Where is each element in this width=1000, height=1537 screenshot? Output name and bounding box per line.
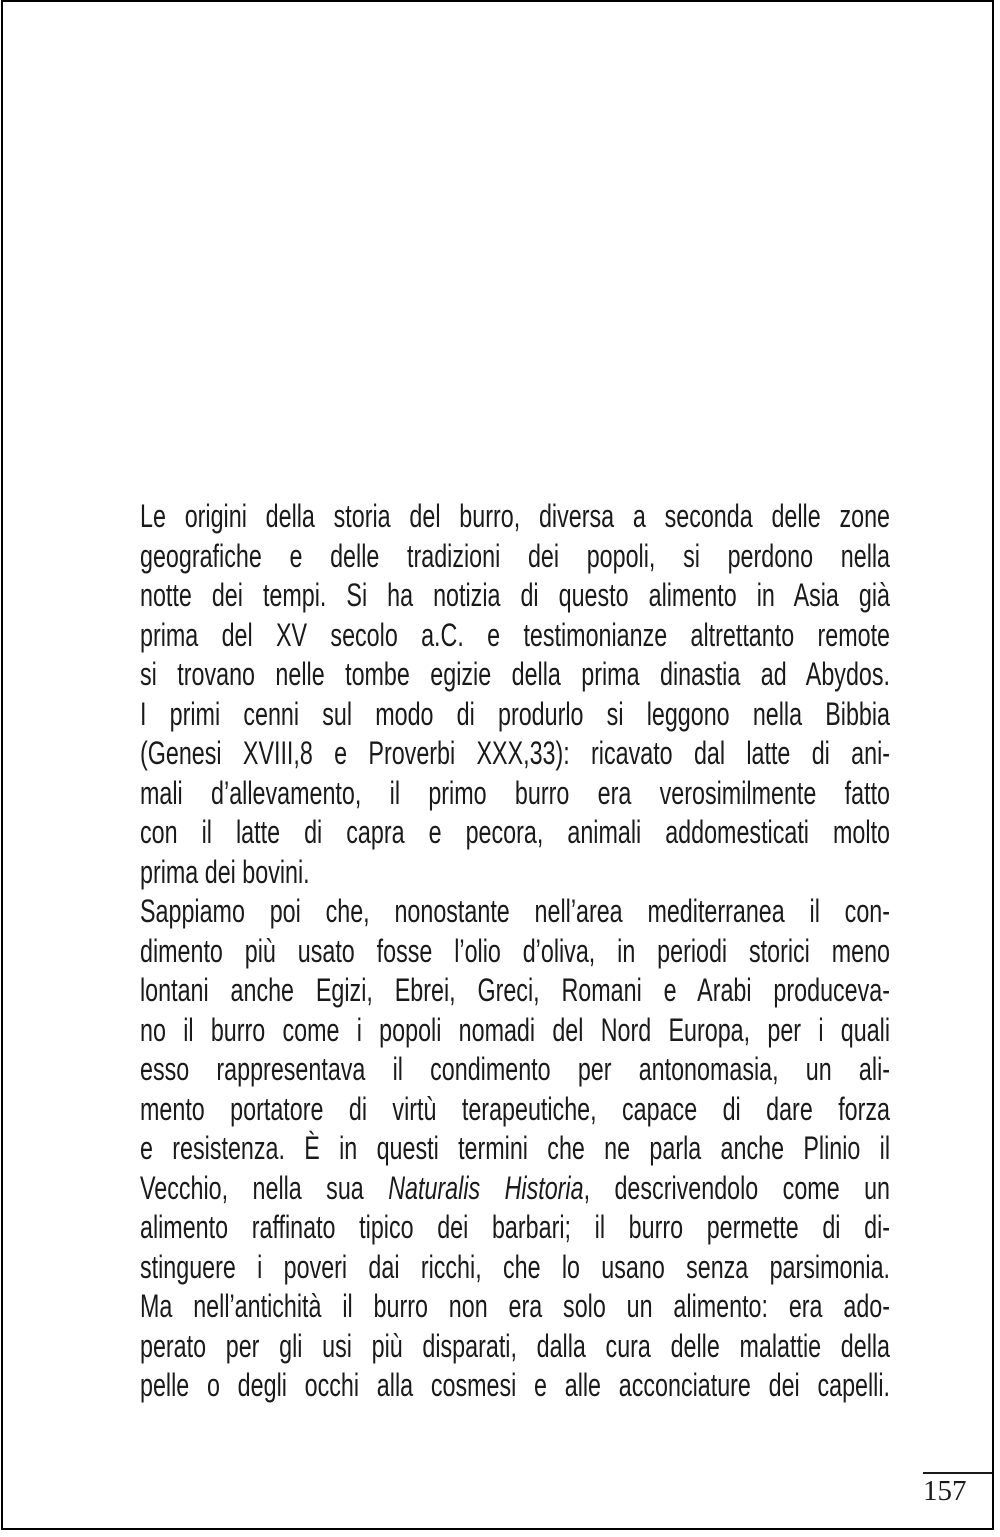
text-line [140,892,890,932]
text-segment: I primi cenni sul modo di produrlo si leggono nella Bibbia [140,695,891,732]
text-segment: Vecchio, nella sua [140,1169,389,1206]
text-segment: , descrivendolo come un [583,1169,891,1206]
text-segment: Sappiamo poi che, nonostante nell’area mediterranea il con- [140,893,891,929]
italic-text: Naturalis Historia [388,1169,584,1206]
text-segment: (Genesi XVIII,8 e Proverbi XXX,33): ricavato dal latte di ani- [140,735,891,771]
text-line [140,1366,890,1406]
text-line [140,576,890,616]
text-segment: prima dei bovini. [140,853,310,890]
text-segment: Ma nell’antichità il burro non era solo un alimento: era ado- [140,1288,891,1324]
text-line [140,537,890,577]
text-line [140,1248,890,1288]
body-text-inner [140,497,890,1406]
text-line [140,774,890,814]
text-segment: dimento più usato fosse l’olio d’oliva, in periodi storici meno [140,932,891,969]
text-line [140,655,890,695]
text-line [140,1327,890,1367]
text-line [140,1287,890,1327]
text-segment: mali d’allevamento, il primo burro era verosimilmente fatto [140,774,891,811]
text-segment: geografiche e delle tradizioni dei popoli, si perdono nella [140,537,891,574]
text-segment: Le origini della storia del burro, diversa a seconda delle zone [140,498,891,534]
body-text [140,497,890,1406]
folio-rule [923,1472,992,1474]
text-line [140,616,890,656]
text-line [140,1208,890,1248]
text-segment: stinguere i poveri dai ricchi, che lo usano senza parsimonia. [140,1248,891,1285]
page-number: 157 [923,1475,967,1507]
text-segment: con il latte di capra e pecora, animali addomesticati molto [140,814,891,850]
text-line [140,734,890,774]
text-segment: notte dei tempi. Si ha notizia di questo alimento in Asia già [140,577,891,613]
text-segment: pelle o degli occhi alla cosmesi e alle acconciature dei capelli. [140,1367,891,1403]
text-line [140,853,890,893]
text-segment: no il burro come i popoli nomadi del Nord Europa, per i quali [140,1011,891,1048]
text-line [140,1011,890,1051]
text-segment: prima del XV secolo a.C. e testimonianze altrettanto remote [140,616,891,653]
text-segment: lontani anche Egizi, Ebrei, Greci, Romani e Arabi produceva- [140,972,891,1008]
text-segment: e resistenza. È in questi termini che ne parla anche Plinio il [140,1130,891,1166]
text-line [140,695,890,735]
text-segment: mento portatore di virtù terapeutiche, capace di dare forza [140,1090,891,1127]
text-segment: alimento raffinato tipico dei barbari; il burro permette di di- [140,1209,891,1245]
text-line [140,813,890,853]
text-segment: esso rappresentava il condimento per antonomasia, un ali- [140,1051,891,1087]
text-line [140,1169,890,1209]
text-line [140,1129,890,1169]
text-line [140,497,890,537]
text-segment: si trovano nelle tombe egizie della prima dinastia ad Abydos. [140,656,891,692]
text-line [140,1090,890,1130]
text-segment: perato per gli usi più disparati, dalla cura delle malattie della [140,1327,891,1364]
text-line [140,932,890,972]
text-line [140,971,890,1011]
text-line [140,1050,890,1090]
